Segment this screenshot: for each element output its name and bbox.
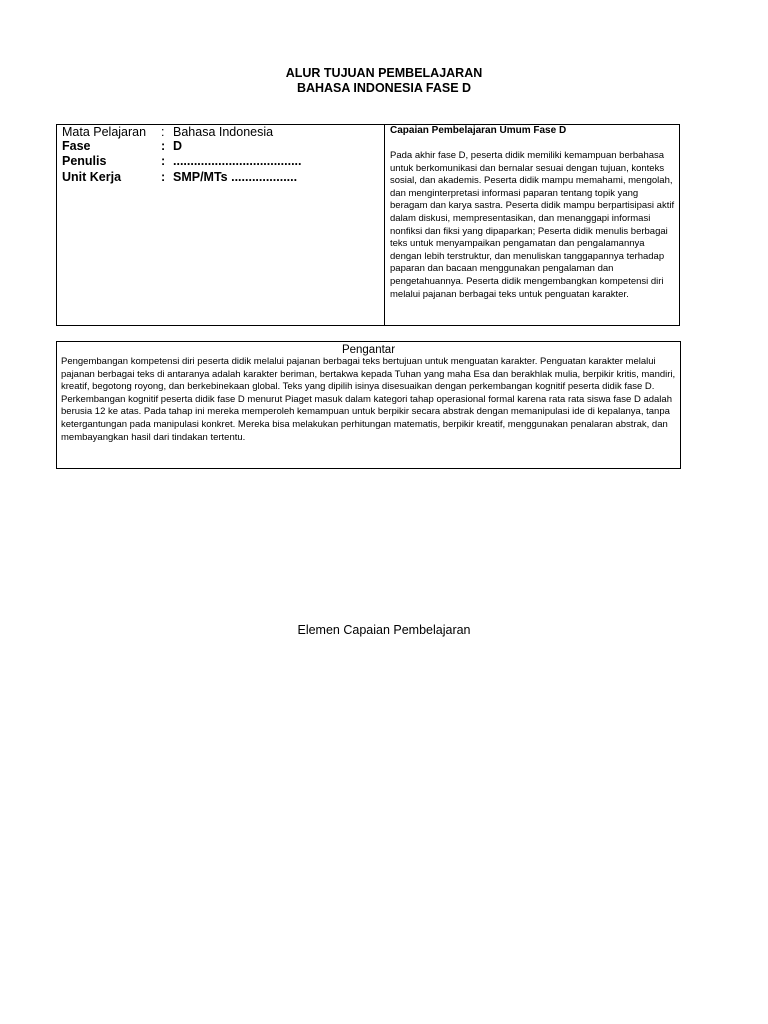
info-label: Fase <box>62 139 91 153</box>
info-colon: : <box>161 170 166 184</box>
info-label: Unit Kerja <box>62 170 122 184</box>
pengantar-heading: Pengantar <box>341 344 396 356</box>
info-value: SMP/MTs ................... <box>173 170 298 184</box>
info-colon: : <box>161 139 166 153</box>
info-value: Bahasa Indonesia <box>173 125 274 139</box>
info-label: Mata Pelajaran <box>62 125 147 139</box>
info-label: Penulis <box>62 154 107 168</box>
info-table <box>56 124 680 326</box>
pengantar-body: Pengembangan kompetensi diri peserta didik melalui pajanan berbagai teks bertujuan untuk menguatan karakter. Penguatan karakter melalui pajanan berbagai teks di antaranya adalah karakter beriman, bertakwa kepada Tuhan yang maha Esa dan berakhlak mulia, berpikir kritis, mandiri, kreatif, begotong royong, dan berkebinekaan global. Teks yang dipilih isinya disesuaikan dengan perkembangan kognitif peserta didik fase D. Perkembangan kognitif peserta didik fase D menurut Piaget masuk dalam kategori tahap operasional formal karena rata rata siswa fase D adalah berusia 12 ke atas. Pada tahap ini mereka memperoleh kemampuan untuk berpikir secara abstrak dengan memanipulasi ide di kepalanya, tanpa ketergantungan pada manipulasi konkret. Mereka bisa melakukan perhitungan matematis, berpikir kreatif, menggunakan penalaran abstrak, dan membayangkan hasil dari tindakan tertentu. <box>61 356 676 443</box>
pengantar-box <box>56 341 681 469</box>
document-title: ALUR TUJUAN PEMBELAJARAN <box>285 66 483 80</box>
info-value: D <box>173 139 183 153</box>
capaian-title: Capaian Pembelajaran Umum Fase D <box>390 125 567 136</box>
info-colon: : <box>161 154 166 168</box>
info-colon: : <box>161 125 165 139</box>
elemen-heading: Elemen Capaian Pembelajaran <box>297 623 471 637</box>
identity-cell <box>57 125 385 325</box>
capaian-body: Pada akhir fase D, peserta didik memiliki kemampuan berbahasa untuk berkomunikasi dan bernalar sesuai dengan tujuan, konteks sosial, dan akademis. Peserta didik mampu memahami, mengolah, dan menginterpretasi informasi paparan tentang topik yang beragam dan karya sastra. Peserta didik mampu berpartisipasi aktif dalam diskusi, mempresentasikan, dan menanggapi informasi nonfiksi dan fiksi yang dipaparkan; Peserta didik menulis berbagai teks untuk menyampaikan pengamatan dan pengalamannya dengan lebih terstruktur, dan menuliskan tanggapannya terhadap paparan dan bacaan menggunakan pengalaman dan pengetahuannya. Peserta didik mengembangkan kompetensi diri melalui pajanan berbagai teks untuk penguatan karakter. <box>390 150 675 300</box>
document-subtitle: BAHASA INDONESIA FASE D <box>296 81 472 95</box>
info-value: ..................................... <box>173 154 302 168</box>
